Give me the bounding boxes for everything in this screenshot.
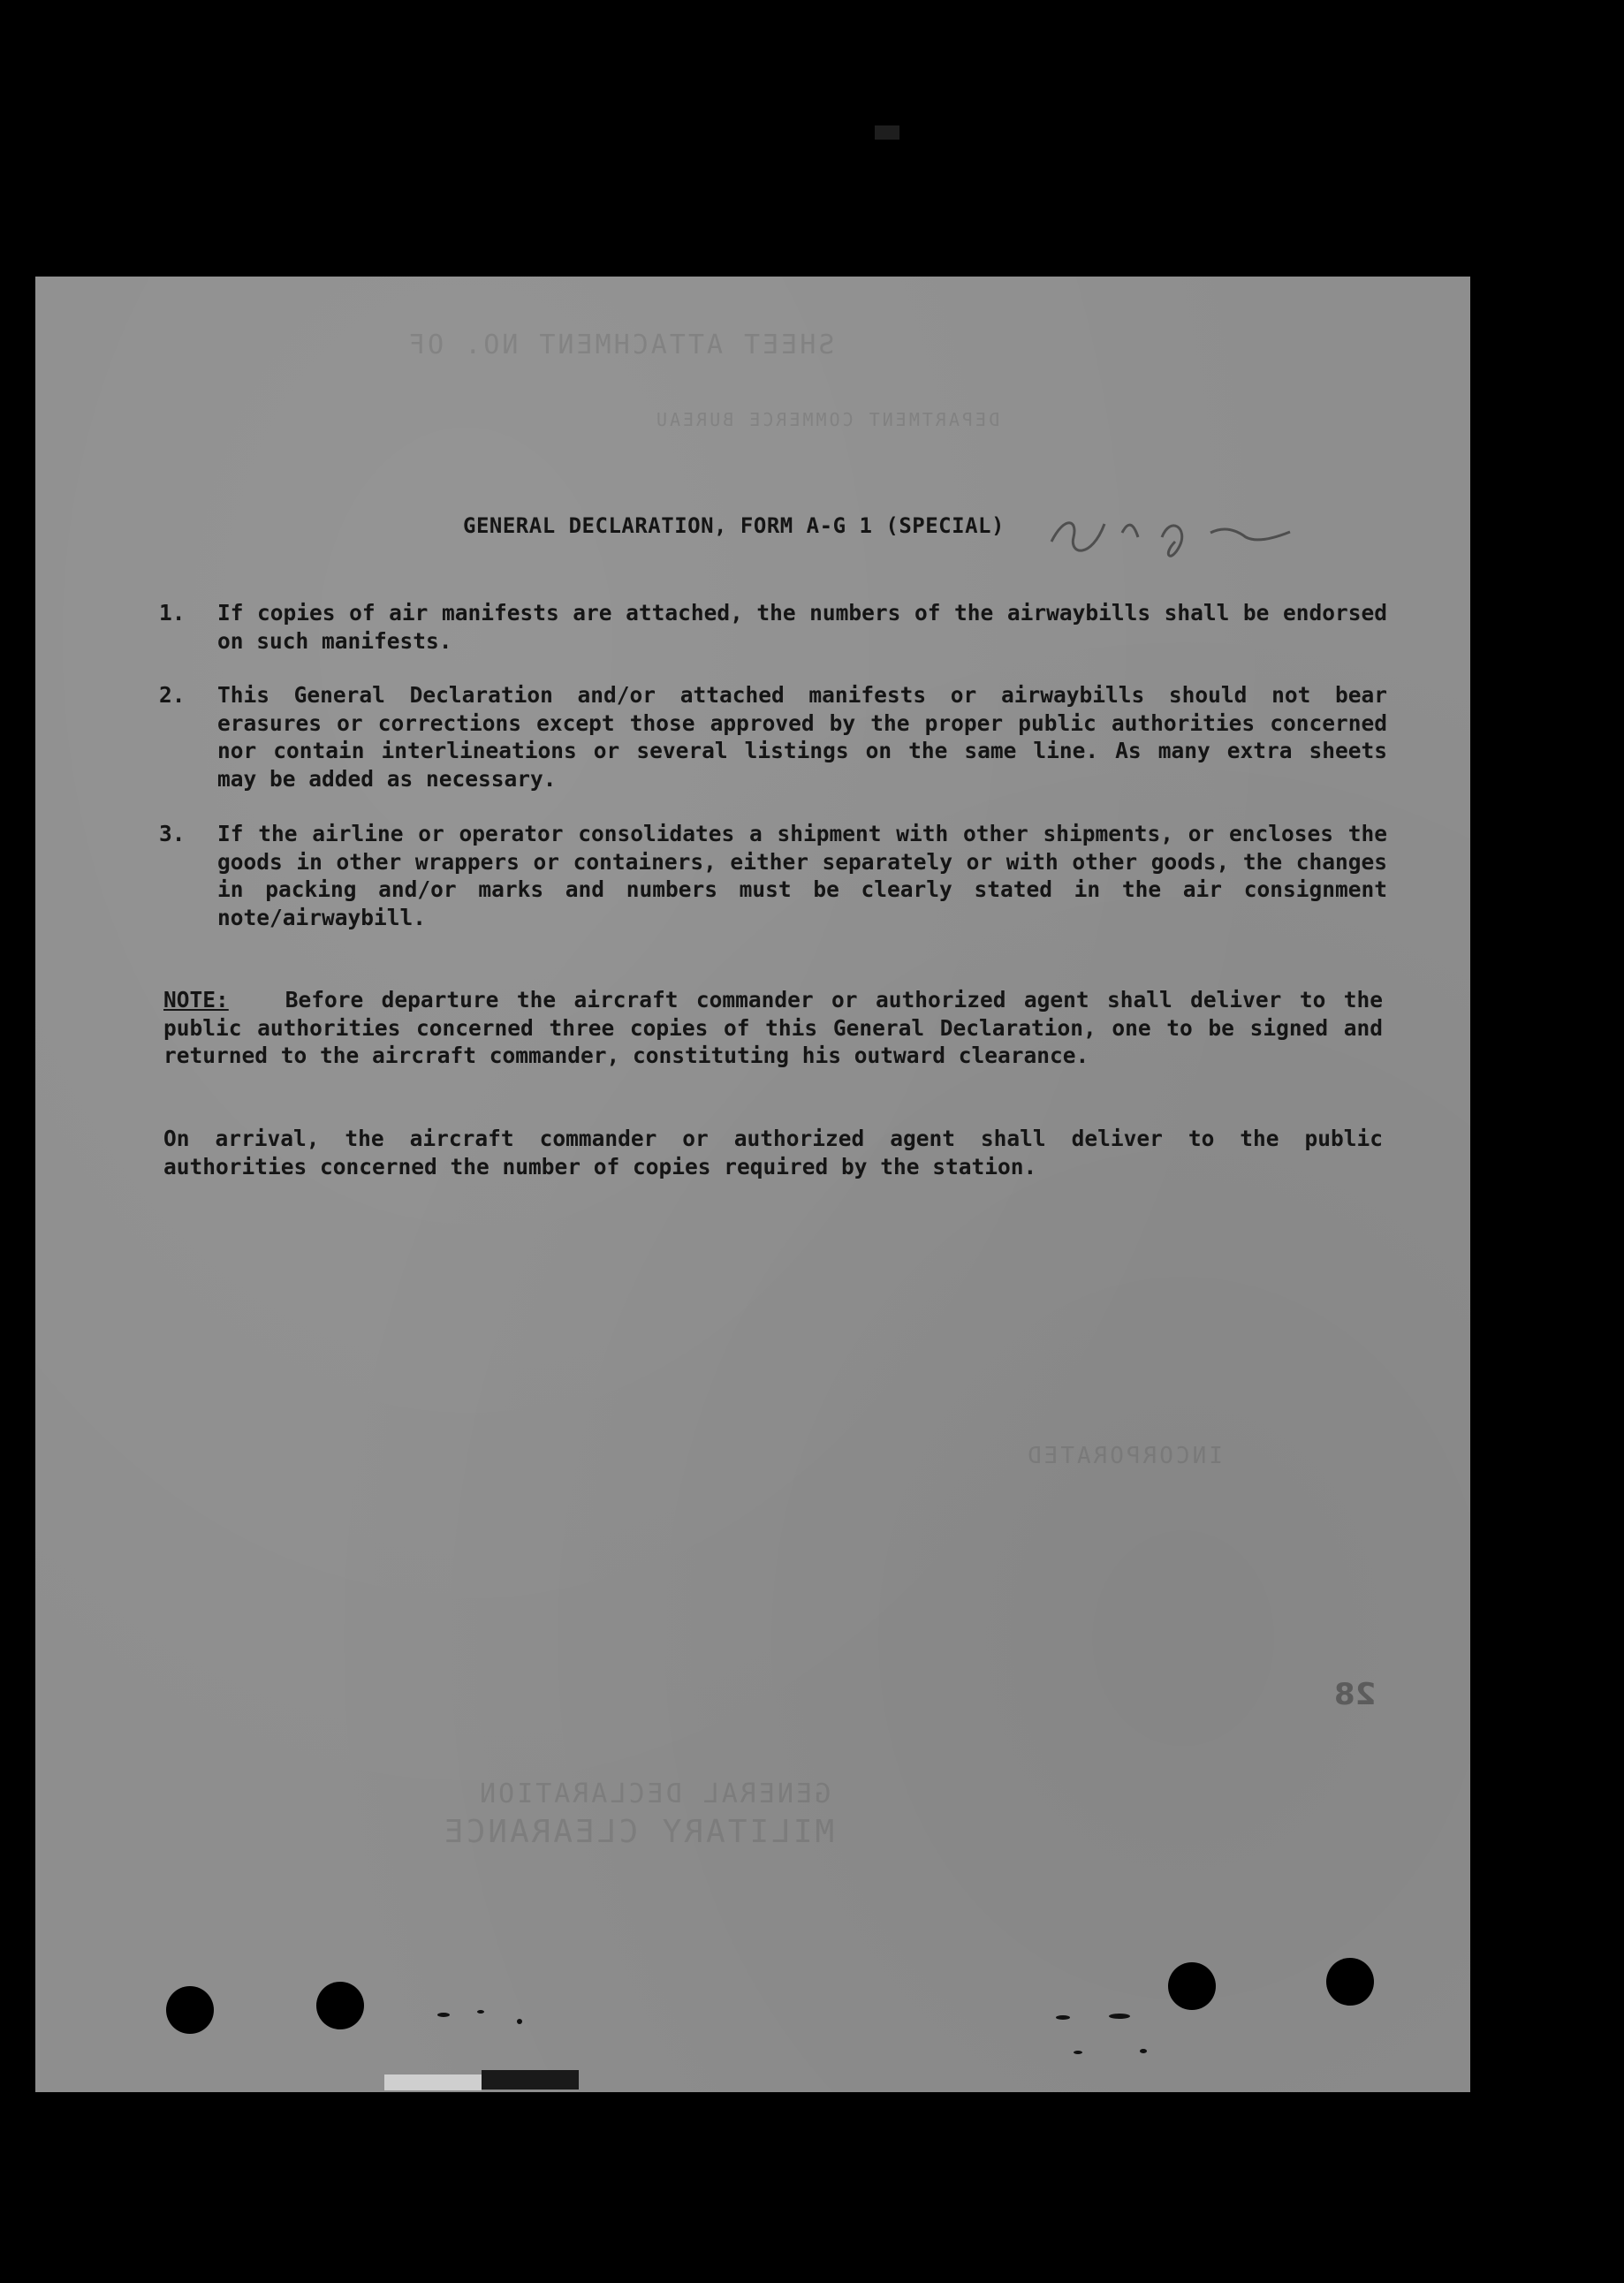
instruction-item-1: [159, 599, 1387, 655]
item-number: 2.: [159, 682, 186, 708]
punch-hole: [1168, 1962, 1216, 2010]
bleed-through-text: INCORPORATED: [1025, 1443, 1223, 1469]
item-number: 1.: [159, 600, 186, 626]
bleed-through-text: SHEET ATTACHMENT NO. OF: [406, 330, 835, 360]
item-number: 3.: [159, 821, 186, 846]
punch-hole: [316, 1982, 364, 2029]
scan-speck: [437, 2013, 450, 2017]
note-text: Before departure the aircraft commander or authorized agent shall deliver to the public authorities concerned three copies of this General Declaration, one to be signed and returned to the aircraft commander, constituting his outward clearance.: [163, 987, 1383, 1068]
bleed-through-text: GENERAL DECLARATION: [477, 1779, 831, 1809]
item-text: This General Declaration and/or attached manifests or airwaybills should not bear erasures or corrections except those approved by the proper public authorities concerned nor contain interlineations or several listings on the same line. As many extra sheets may be added as necessary.: [217, 682, 1387, 792]
instruction-item-3: [159, 820, 1387, 931]
scan-speck: [875, 125, 899, 140]
punch-hole: [166, 1986, 214, 2034]
scan-speck: [1109, 2014, 1130, 2019]
instruction-item-2: [159, 681, 1387, 793]
note-label: NOTE:: [163, 987, 229, 1013]
scan-speck: [517, 2019, 522, 2024]
arrival-paragraph: On arrival, the aircraft commander or authorized agent shall deliver to the public authorities concerned the number of copies required by the station.: [163, 1126, 1383, 1179]
document-page: [35, 277, 1470, 2092]
punch-hole: [1326, 1958, 1374, 2006]
scan-speck: [1074, 2051, 1082, 2054]
scan-speck: [1056, 2015, 1070, 2020]
page-number: 28: [1334, 1677, 1377, 1712]
bleed-through-text: MILITARY CLEARANCE: [442, 1814, 835, 1850]
bleed-through-text: DEPARTMENT COMMERCE BUREAU: [654, 409, 1000, 430]
scan-speck: [1140, 2049, 1147, 2053]
page-title: GENERAL DECLARATION, FORM A-G 1 (SPECIAL): [463, 513, 1005, 538]
scan-speck: [477, 2010, 484, 2014]
item-text: If copies of air manifests are attached, the numbers of the airwaybills shall be endorsed on such manifests.: [217, 600, 1387, 654]
note-paragraph: [163, 986, 1383, 1070]
tape-strip-dark: [482, 2070, 579, 2090]
item-text: If the airline or operator consolidates a shipment with other shipments, or encloses the goods in other wrappers or containers, either separately or with other goods, the changes in packing and/or marks and numbers must be clearly stated in the air consignment note/airwaybill.: [217, 821, 1387, 930]
handwritten-annotation: [1043, 497, 1308, 568]
tape-strip: [384, 2074, 482, 2090]
